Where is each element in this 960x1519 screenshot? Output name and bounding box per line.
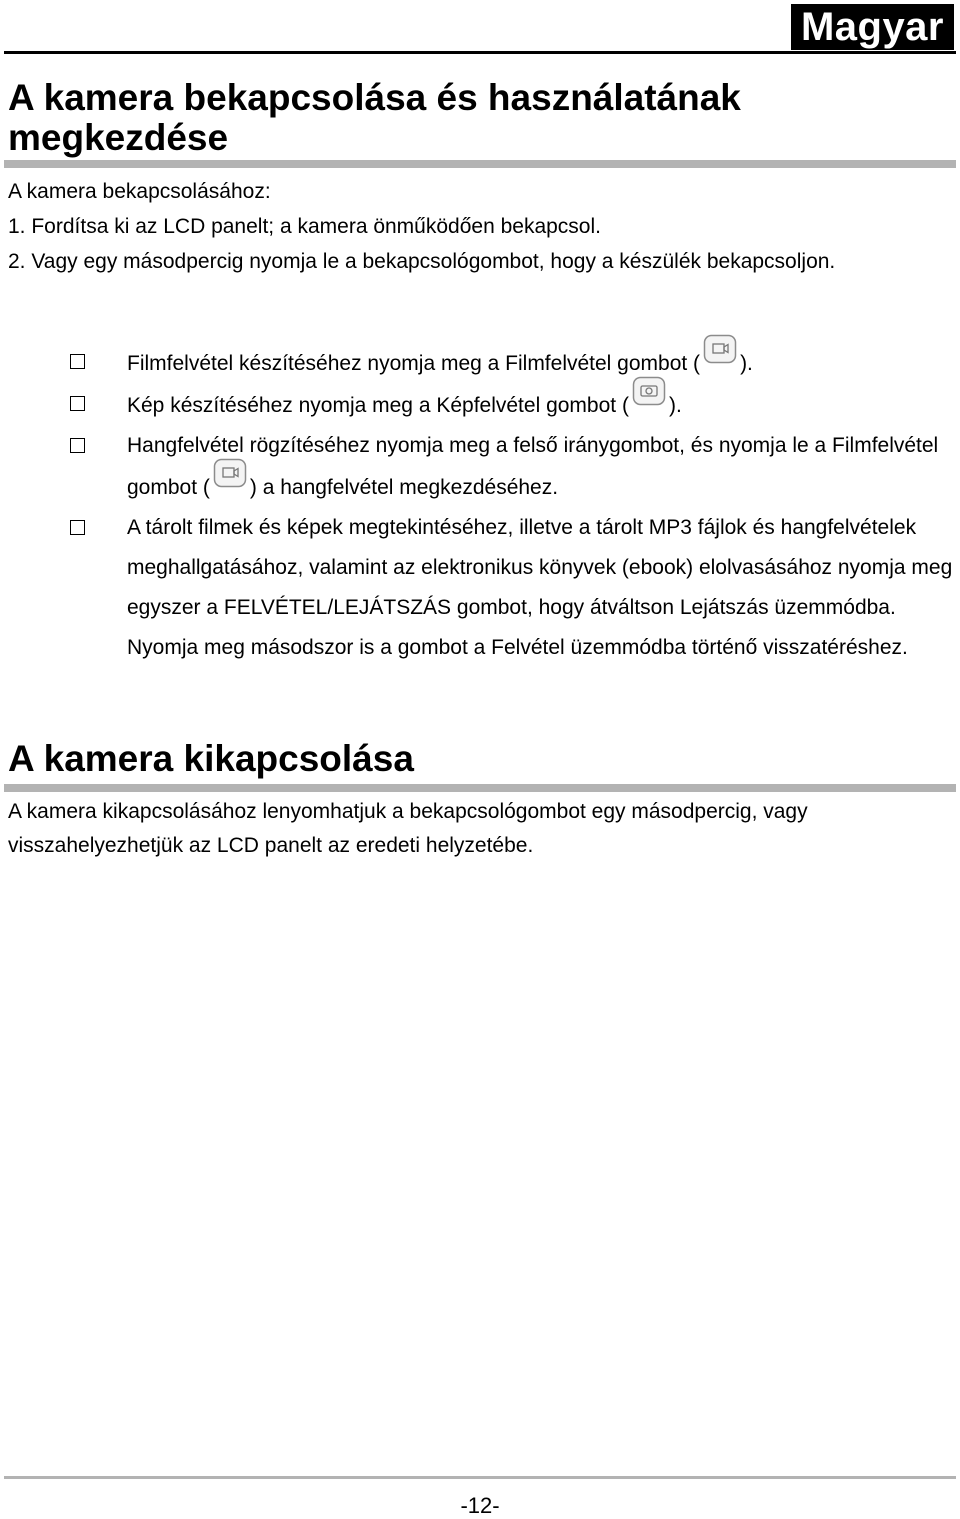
bullet-list: [0, 342, 960, 668]
bullet-text: A tárolt filmek és képek megtekintéséhez, illetve a tárolt MP3 fájlok és hangfelvételek meghallgatásához, valamint az elektronikus könyvek (ebook) elolvasásához nyomja meg egyszer a FELVÉTEL/LEJÁTSZÁS gombot, hogy átváltson Lejátszás üzemmódba. Nyomja meg másodszor is a gombot a Felvétel üzemmódba történő visszatéréshez.: [127, 516, 953, 659]
movie-record-button-icon: [213, 466, 247, 488]
photo-capture-button-icon: [632, 384, 666, 406]
bullet-text-before: Kép készítéséhez nyomja meg a Képfelvétel gombot (: [127, 394, 629, 417]
language-tab: Magyar: [791, 4, 954, 50]
bullet-text-before: Hangfelvétel rögzítéséhez nyomja meg a felső iránygombot, és nyomja le a Filmfelvétel gombot (: [127, 434, 939, 499]
header-rule: [4, 51, 956, 54]
list-item: [0, 384, 953, 426]
checkbox-bullet-icon: [70, 396, 85, 411]
checkbox-bullet-icon: [70, 520, 85, 535]
section-title-power-on: A kamera bekapcsolása és használatának megkezdése: [8, 77, 741, 158]
bullet-text-after: ).: [668, 394, 682, 417]
section-title-power-off: A kamera kikapcsolása: [8, 738, 414, 779]
list-item: [0, 426, 953, 508]
checkbox-bullet-icon: [70, 354, 85, 369]
movie-record-button-icon: [703, 342, 737, 364]
bullet-text-before: Filmfelvétel készítéséhez nyomja meg a Filmfelvétel gombot (: [127, 352, 701, 375]
section-divider: [4, 160, 956, 168]
section-divider: [4, 784, 956, 792]
power-off-text: A kamera kikapcsolásához lenyomhatjuk a bekapcsológombot egy másodpercig, vagy visszahelyezhetjük az LCD panelt az eredeti helyzetébe.: [8, 800, 808, 857]
intro-text: [8, 174, 953, 279]
intro-step-1: 1. Fordítsa ki az LCD panelt; a kamera önműködően bekapcsol.: [8, 215, 601, 238]
intro-step-2: 2. Vagy egy másodpercig nyomja le a bekapcsológombot, hogy a készülék bekapcsoljon.: [8, 250, 836, 273]
footer-rule: [4, 1476, 956, 1479]
intro-line: A kamera bekapcsolásához:: [8, 180, 271, 203]
list-item: [0, 508, 953, 668]
checkbox-bullet-icon: [70, 438, 85, 453]
bullet-text-after: ).: [740, 352, 753, 375]
bullet-text-after: ) a hangfelvétel megkezdéséhez.: [249, 476, 559, 499]
list-item: [0, 342, 953, 384]
page-number: -12-: [460, 1493, 500, 1518]
